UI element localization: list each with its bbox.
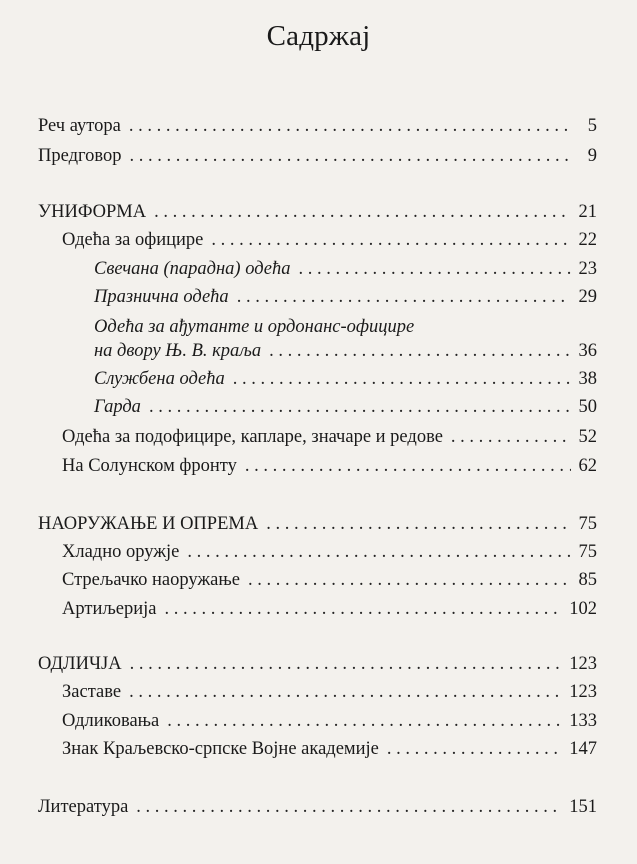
toc-entry bbox=[38, 145, 597, 167]
page-title: Садржај bbox=[266, 20, 371, 52]
dot-leader bbox=[248, 569, 571, 591]
dot-leader bbox=[167, 710, 561, 732]
dot-leader bbox=[129, 145, 571, 167]
toc-entry-label: Гарда bbox=[94, 397, 141, 417]
toc-entry-page: 21 bbox=[578, 202, 597, 222]
dot-leader bbox=[154, 201, 570, 223]
toc-entry-label: Стрељачко наоружање bbox=[62, 570, 240, 590]
toc-entry bbox=[62, 598, 597, 620]
toc-entry-label: Свечана (парадна) одећа bbox=[94, 259, 291, 279]
toc-entry bbox=[62, 681, 597, 703]
dot-leader bbox=[130, 653, 562, 675]
dot-leader bbox=[129, 681, 561, 703]
toc-entry bbox=[62, 229, 597, 251]
toc-entry-label: ОДЛИЧЈА bbox=[38, 654, 122, 674]
toc-entry-page: 23 bbox=[578, 259, 597, 279]
toc-entry bbox=[62, 541, 597, 563]
dot-leader bbox=[299, 258, 571, 280]
toc-entry-page: 133 bbox=[569, 711, 597, 731]
toc-entry-page: 147 bbox=[569, 739, 597, 759]
toc-entry bbox=[94, 286, 597, 308]
toc-entry-label: Предговор bbox=[38, 146, 122, 166]
dot-leader bbox=[387, 738, 561, 760]
toc-entry-label: Празнична одећа bbox=[94, 287, 229, 307]
toc-entry bbox=[62, 455, 597, 477]
toc-entry-page: 151 bbox=[569, 797, 597, 817]
dot-leader bbox=[266, 513, 570, 535]
toc-entry-page: 85 bbox=[578, 570, 597, 590]
dot-leader bbox=[165, 598, 562, 620]
toc-entry-page: 102 bbox=[569, 599, 597, 619]
dot-leader bbox=[187, 541, 570, 563]
dot-leader bbox=[245, 455, 571, 477]
dot-leader bbox=[136, 796, 561, 818]
toc-entry-label: Знак Краљевско-српске Војне академије bbox=[62, 739, 379, 759]
toc-entry-page: 38 bbox=[578, 369, 597, 389]
toc-entry bbox=[62, 738, 597, 760]
dot-leader bbox=[149, 396, 571, 418]
toc-entry bbox=[62, 710, 597, 732]
toc-entry-label: Артиљерија bbox=[62, 599, 157, 619]
dot-leader bbox=[233, 368, 571, 390]
toc-entry bbox=[38, 513, 597, 535]
toc-entry bbox=[94, 368, 597, 390]
dot-leader bbox=[237, 286, 571, 308]
dot-leader bbox=[129, 115, 571, 137]
toc-entry-label: Реч аутора bbox=[38, 116, 121, 136]
toc-entry bbox=[62, 426, 597, 448]
toc-entry-page: 123 bbox=[569, 654, 597, 674]
toc-entry-page: 123 bbox=[569, 682, 597, 702]
toc-entry bbox=[38, 653, 597, 675]
toc-entry bbox=[94, 396, 597, 418]
toc-entry-label: На Солунском фронту bbox=[62, 456, 237, 476]
toc-entry-label: УНИФОРМА bbox=[38, 202, 147, 222]
toc-entry bbox=[94, 258, 597, 280]
toc-entry bbox=[38, 796, 597, 818]
toc-entry-page: 9 bbox=[587, 146, 597, 166]
toc-entry bbox=[38, 115, 597, 137]
toc-entry bbox=[38, 201, 597, 223]
toc-entry-page: 50 bbox=[578, 397, 597, 417]
toc-entry-page: 22 bbox=[578, 230, 597, 250]
toc-entry-label: Одећа за подофицире, капларе, значаре и редове bbox=[62, 427, 443, 447]
dot-leader bbox=[451, 426, 571, 448]
dot-leader bbox=[211, 229, 570, 251]
toc-entry-label: Службена одећа bbox=[94, 369, 225, 389]
toc-entry-label: НАОРУЖАЊЕ И ОПРЕМА bbox=[38, 514, 259, 534]
toc-entry-page: 36 bbox=[578, 341, 597, 361]
toc-entry-label-line1: Одећа за ађутанте и ордонанс-официре bbox=[94, 317, 415, 337]
toc-entry-label: Литература bbox=[38, 797, 129, 817]
toc-entry-label: Одликовања bbox=[62, 711, 160, 731]
toc-entry-page: 52 bbox=[578, 427, 597, 447]
toc-entry-label: Одећа за официре bbox=[62, 230, 204, 250]
toc-entry-label: Заставе bbox=[62, 682, 122, 702]
toc-entry-page: 75 bbox=[578, 542, 597, 562]
toc-entry-page: 29 bbox=[578, 287, 597, 307]
toc-entry-page: 62 bbox=[578, 456, 597, 476]
toc-entry-label: на двору Њ. В. краља bbox=[94, 341, 262, 361]
toc-entry-page: 5 bbox=[587, 116, 597, 136]
dot-leader bbox=[269, 340, 570, 362]
toc-entry bbox=[94, 340, 597, 362]
toc-entry bbox=[62, 569, 597, 591]
toc-entry-label: Хладно оружје bbox=[62, 542, 180, 562]
toc-entry-page: 75 bbox=[578, 514, 597, 534]
